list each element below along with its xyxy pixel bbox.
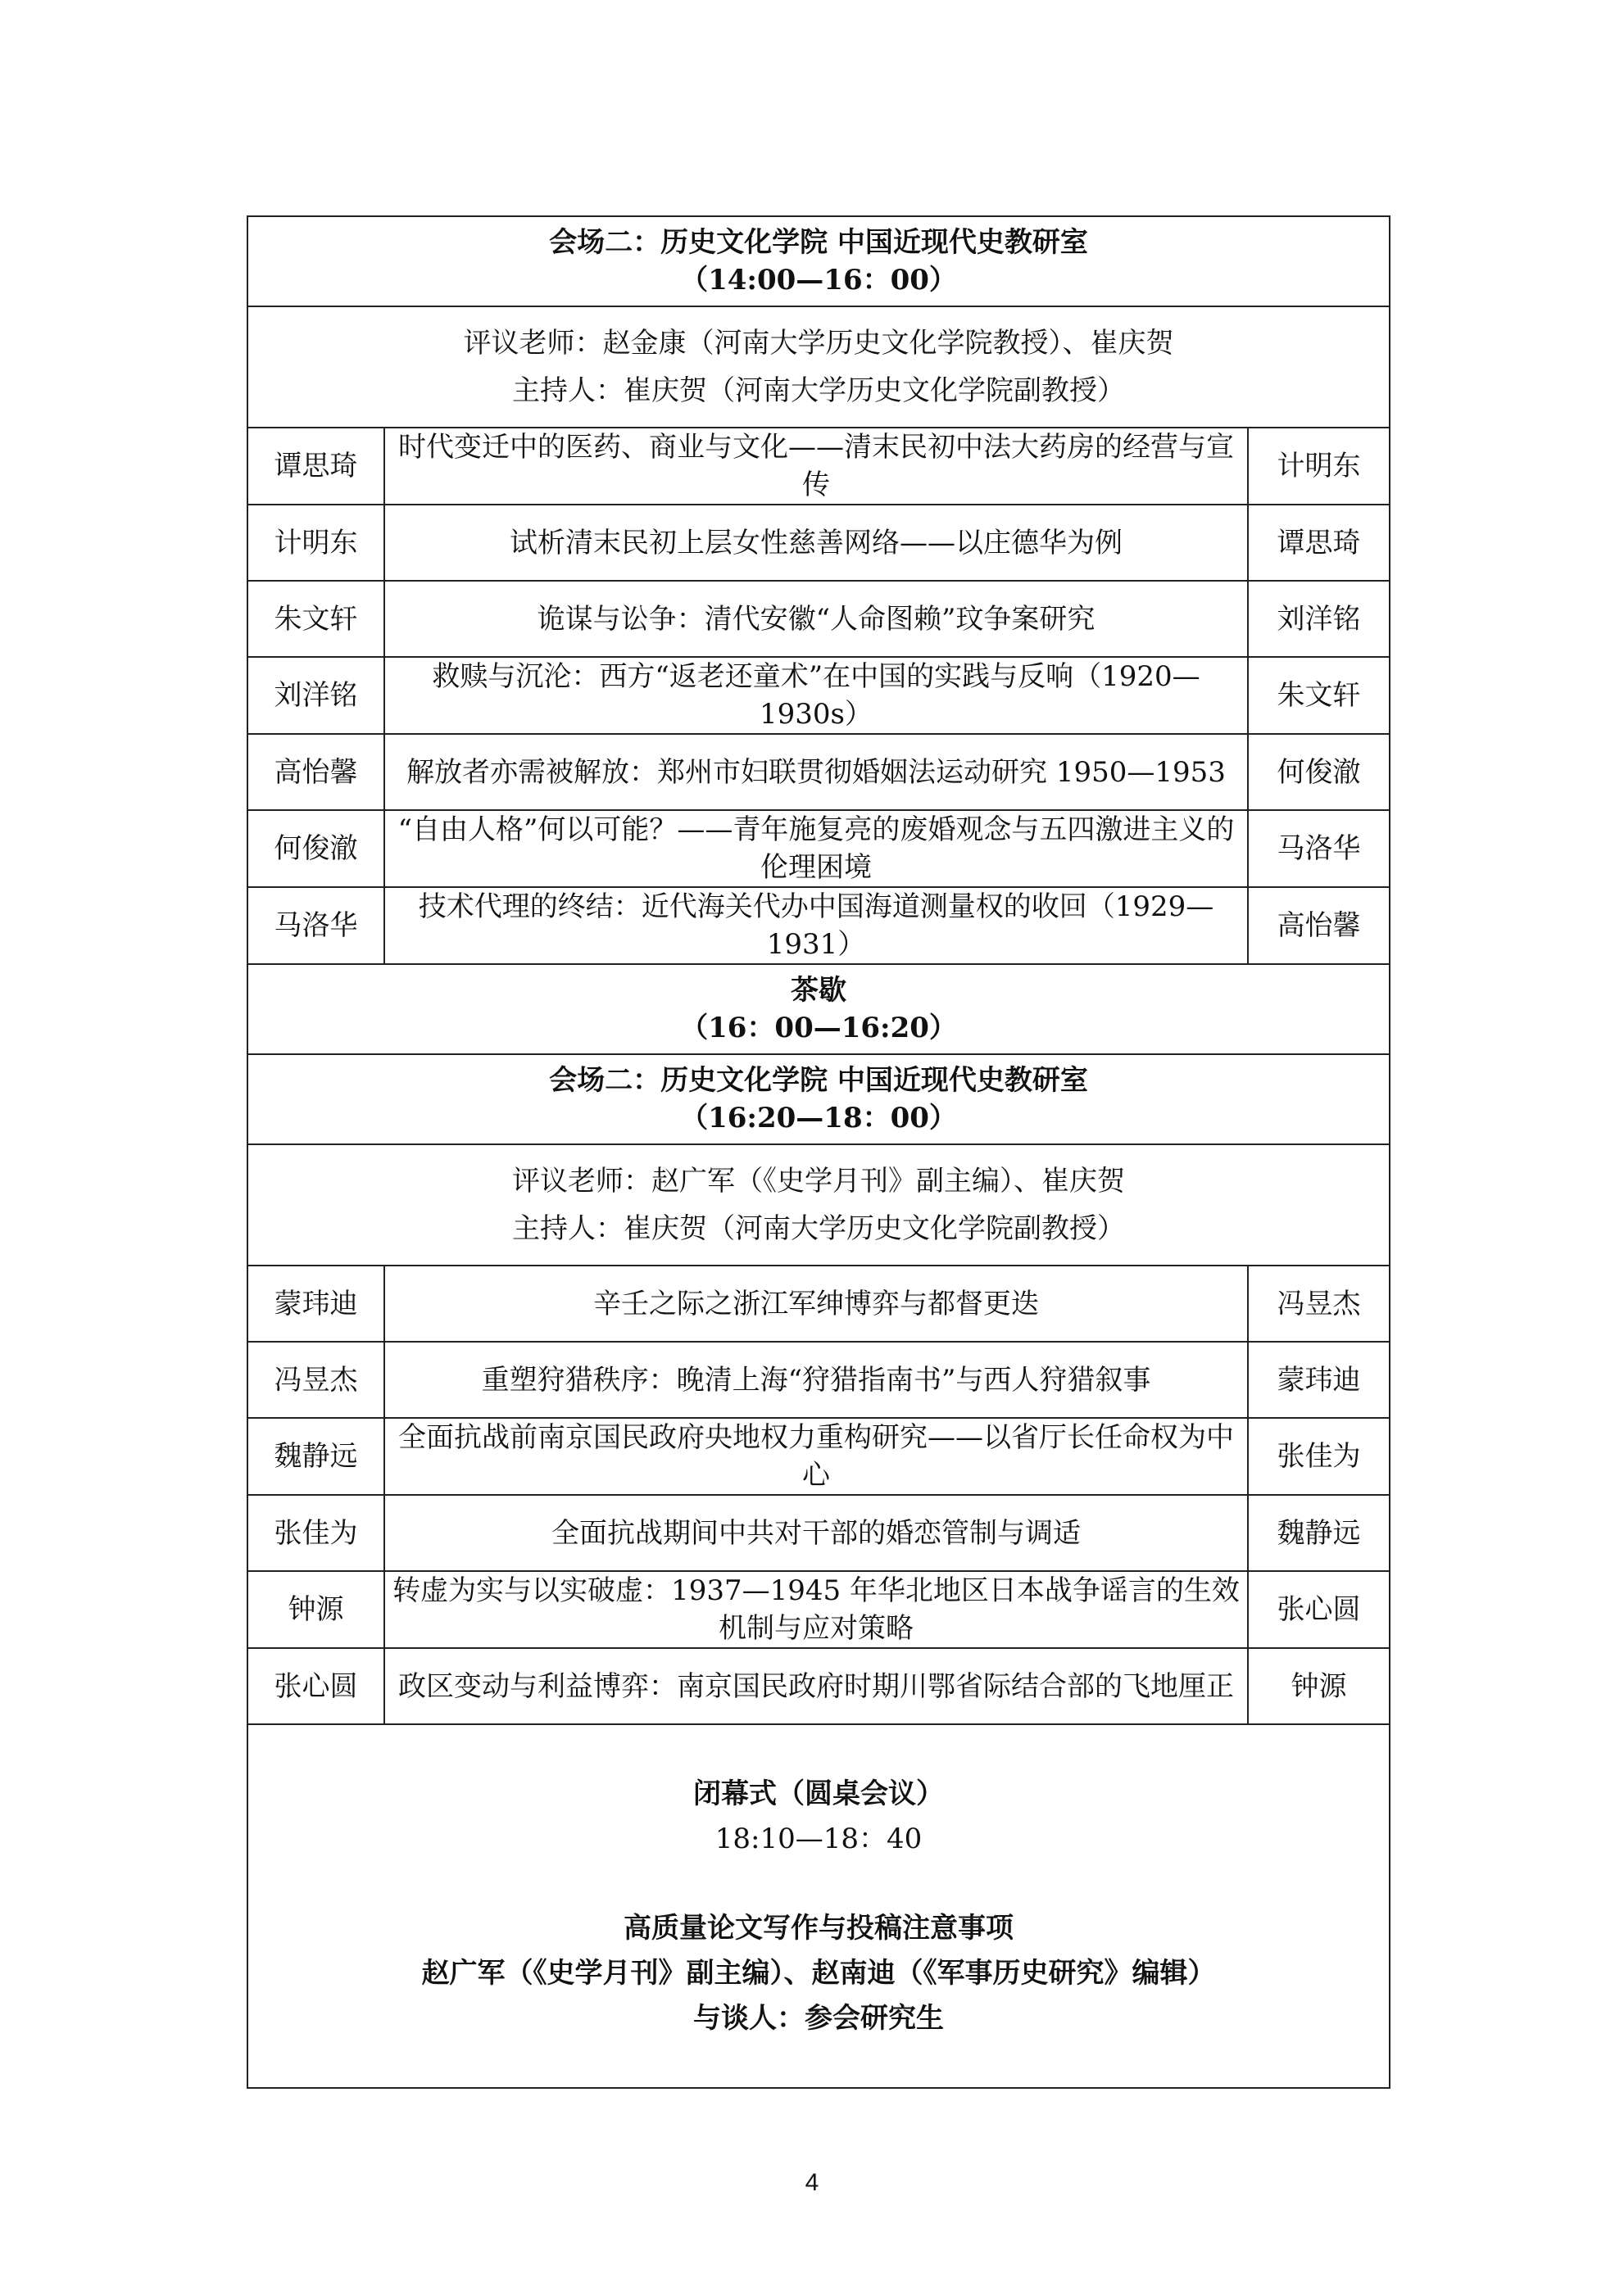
presenter-name: 蒙玮迪	[247, 1266, 384, 1342]
presenter-name: 高怡馨	[247, 734, 384, 810]
reviewers-text: 评议老师：赵广军（《史学月刊》副主编）、崔庆贺	[512, 1165, 1126, 1198]
closing-title: 闭幕式（圆桌会议）	[693, 1777, 945, 1810]
discussant-name: 马洛华	[1248, 810, 1390, 887]
paper-title: “自由人格”何以可能？——青年施复亮的废婚观念与五四激进主义的伦理困境	[384, 810, 1248, 887]
presenter-name: 张佳为	[247, 1495, 384, 1571]
discussant-name: 蒙玮迪	[1248, 1342, 1390, 1418]
closing-section	[247, 1724, 1390, 2088]
discussant-name: 张佳为	[1248, 1418, 1390, 1495]
presenter-name: 朱文轩	[247, 581, 384, 657]
paper-title: 技术代理的终结：近代海关代办中国海道测量权的收回（1929—1931）	[384, 887, 1248, 964]
paper-title: 政区变动与利益博弈：南京国民政府时期川鄂省际结合部的飞地厘正	[384, 1648, 1248, 1724]
host-text: 主持人：崔庆贺（河南大学历史文化学院副教授）	[512, 374, 1126, 407]
break-row	[247, 964, 1390, 1054]
presenter-name: 马洛华	[247, 887, 384, 964]
presenter-name: 张心圆	[247, 1648, 384, 1724]
closing-speakers: 赵广军（《史学月刊》副主编）、赵南迪（《军事历史研究》编辑）	[421, 1956, 1216, 1990]
paper-title: 时代变迁中的医药、商业与文化——清末民初中法大药房的经营与宣传	[384, 428, 1248, 505]
discussant-name: 钟源	[1248, 1648, 1390, 1724]
presenter-name: 谭思琦	[247, 428, 384, 505]
paper-title: 救赎与沉沦：西方“返老还童术”在中国的实践与反响（1920—1930s）	[384, 657, 1248, 734]
session-header	[247, 1054, 1390, 1144]
discussant-name: 高怡馨	[1248, 887, 1390, 964]
paper-title: 全面抗战期间中共对干部的婚恋管制与调适	[384, 1495, 1248, 1571]
presenter-name: 钟源	[247, 1571, 384, 1648]
host-text: 主持人：崔庆贺（河南大学历史文化学院副教授）	[512, 1212, 1126, 1245]
talk-row	[247, 1342, 1390, 1418]
paper-title: 转虚为实与以实破虚：1937—1945 年华北地区日本战争谣言的生效机制与应对策略	[384, 1571, 1248, 1648]
talk-row	[247, 1648, 1390, 1724]
paper-title: 重塑狩猎秩序：晚清上海“狩猎指南书”与西人狩猎叙事	[384, 1342, 1248, 1418]
discussant-name: 冯昱杰	[1248, 1266, 1390, 1342]
session-time: （16:20—18：00）	[680, 1102, 957, 1134]
talk-row	[247, 1418, 1390, 1495]
schedule-table	[247, 215, 1390, 2089]
paper-title: 诡谋与讼争：清代安徽“人命图赖”玟争案研究	[384, 581, 1248, 657]
presenter-name: 刘洋铭	[247, 657, 384, 734]
presenter-name: 魏静远	[247, 1418, 384, 1495]
closing-topic: 高质量论文写作与投稿注意事项	[624, 1911, 1014, 1945]
break-time: （16：00—16:20）	[680, 1012, 957, 1044]
discussant-name: 刘洋铭	[1248, 581, 1390, 657]
session-info	[247, 306, 1390, 428]
paper-title: 解放者亦需被解放：郑州市妇联贯彻婚姻法运动研究 1950—1953	[384, 734, 1248, 810]
session-time: （14:00—16：00）	[680, 264, 957, 297]
discussant-name: 何俊澈	[1248, 734, 1390, 810]
session-title: 会场二：历史文化学院 中国近现代史教研室	[549, 1064, 1088, 1097]
talk-row	[247, 810, 1390, 887]
presenter-name: 冯昱杰	[247, 1342, 384, 1418]
closing-participants: 与谈人：参会研究生	[693, 2001, 945, 2035]
closing-time: 18:10—18：40	[714, 1822, 923, 1855]
session-title: 会场二：历史文化学院 中国近现代史教研室	[549, 226, 1088, 259]
presenter-name: 何俊澈	[247, 810, 384, 887]
spacer	[248, 1862, 1389, 1906]
paper-title: 全面抗战前南京国民政府央地权力重构研究——以省厅长任命权为中心	[384, 1418, 1248, 1495]
session-info	[247, 1144, 1390, 1266]
discussant-name: 谭思琦	[1248, 505, 1390, 581]
discussant-name: 计明东	[1248, 428, 1390, 505]
reviewers-text: 评议老师：赵金康（河南大学历史文化学院教授）、崔庆贺	[463, 327, 1174, 360]
talk-row	[247, 428, 1390, 505]
talk-row	[247, 1266, 1390, 1342]
discussant-name: 朱文轩	[1248, 657, 1390, 734]
talk-row	[247, 1571, 1390, 1648]
talk-row	[247, 887, 1390, 964]
paper-title: 辛壬之际之浙江军绅博弈与都督更迭	[384, 1266, 1248, 1342]
talk-row	[247, 581, 1390, 657]
talk-row	[247, 1495, 1390, 1571]
talk-row	[247, 657, 1390, 734]
discussant-name: 魏静远	[1248, 1495, 1390, 1571]
presenter-name: 计明东	[247, 505, 384, 581]
paper-title: 试析清末民初上层女性慈善网络——以庄德华为例	[384, 505, 1248, 581]
talk-row	[247, 505, 1390, 581]
break-title: 茶歇	[791, 974, 847, 1007]
discussant-name: 张心圆	[1248, 1571, 1390, 1648]
session-header	[247, 216, 1390, 306]
page-number: 4	[805, 2169, 819, 2196]
talk-row	[247, 734, 1390, 810]
